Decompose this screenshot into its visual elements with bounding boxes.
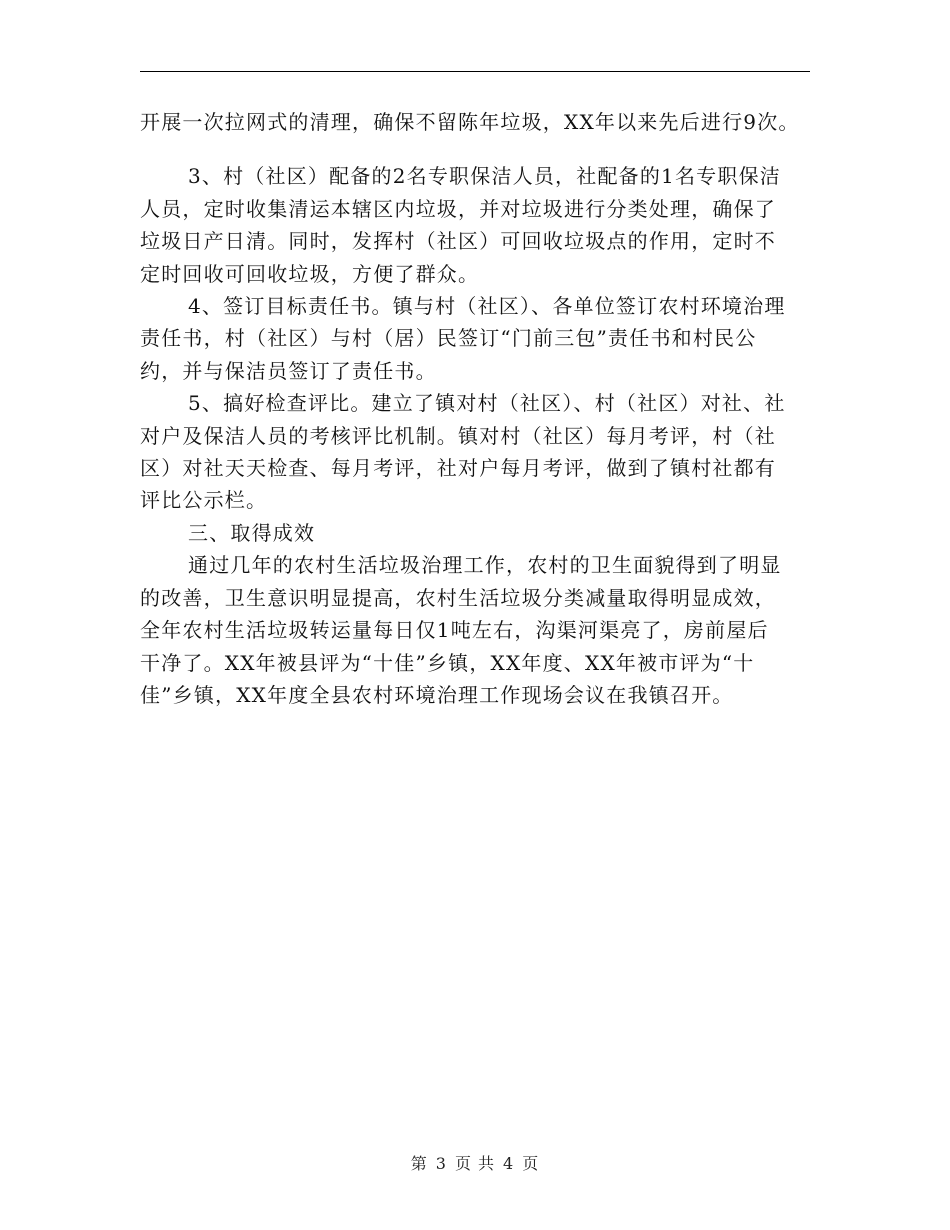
- text-line: 的改善，卫生意识明显提高，农村生活垃圾分类减量取得明显成效，: [140, 585, 776, 610]
- paragraph-item-4: [140, 290, 812, 387]
- text-line: 全年农村生活垃圾转运量每日仅1吨左右，沟渠河渠亮了，房前屋后: [140, 618, 769, 643]
- document-body: [140, 106, 812, 711]
- text-line: 区）对社天天检查、每月考评，社对户每月考评，做到了镇村社都有: [140, 456, 776, 481]
- header-rule: [140, 71, 810, 72]
- text-line: 开展一次拉网式的清理，确保不留陈年垃圾，XX年以来先后进行9次。: [140, 110, 800, 134]
- page-footer: [0, 1151, 950, 1174]
- paragraph-continuation: [140, 106, 812, 138]
- paragraph-gap: [140, 138, 812, 160]
- page-label-prefix: 第: [410, 1154, 428, 1173]
- text-line: 垃圾日产日清。同时，发挥村（社区）可回收垃圾点的作用，定时不: [140, 229, 776, 254]
- text-line: 评比公示栏。: [140, 488, 268, 513]
- section-heading: [140, 517, 812, 549]
- text-line: 责任书，村（社区）与村（居）民签订“门前三包”责任书和村民公: [140, 326, 757, 351]
- section-title: 三、取得成效: [188, 520, 316, 545]
- text-line: 对户及保洁人员的考核评比机制。镇对村（社区）每月考评，村（社: [140, 423, 776, 448]
- text-line: 3、村（社区）配备的2名专职保洁人员，社配备的1名专职保洁: [188, 164, 781, 189]
- text-line: 定时回收可回收垃圾，方便了群众。: [140, 261, 480, 286]
- page-label-suffix: 页: [522, 1154, 540, 1173]
- text-line: 4、签订目标责任书。镇与村（社区）、各单位签订农村环境治理: [188, 294, 786, 319]
- text-line: 5、搞好检查评比。建立了镇对村（社区）、村（社区）对社、社: [188, 391, 786, 416]
- paragraph-item-5: [140, 387, 812, 517]
- page-total: 4: [503, 1154, 515, 1173]
- text-line: 佳”乡镇，XX年度全县农村环境治理工作现场会议在我镇召开。: [140, 682, 734, 707]
- text-line: 干净了。XX年被县评为“十佳”乡镇，XX年度、XX年被市评为“十: [140, 650, 755, 675]
- paragraph-item-3: [140, 160, 812, 290]
- text-line: 约，并与保洁员签订了责任书。: [140, 358, 437, 383]
- text-line: 人员，定时收集清运本辖区内垃圾，并对垃圾进行分类处理，确保了: [140, 196, 776, 221]
- paragraph-results: [140, 549, 812, 711]
- text-line: 通过几年的农村生活垃圾治理工作，农村的卫生面貌得到了明显: [188, 553, 782, 578]
- page-label-mid: 页 共: [454, 1154, 496, 1173]
- page-number: 3: [435, 1154, 447, 1173]
